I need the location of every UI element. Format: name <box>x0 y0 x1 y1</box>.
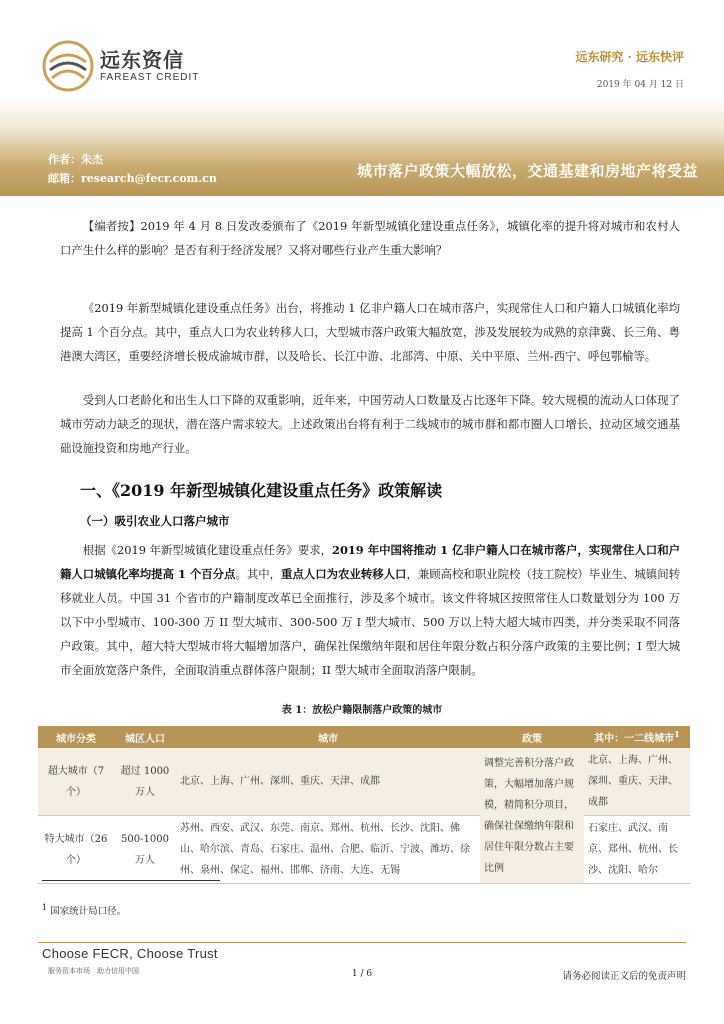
section-heading-1: 一、《2019 年新型城镇化建设重点任务》政策解读 <box>80 481 443 500</box>
p3-text-c: 。其中， <box>235 567 282 581</box>
report-headline: 城市落户政策大幅放松，交通基建和房地产将受益 <box>356 162 698 180</box>
footer-tagline: Choose FECR, Choose Trust <box>42 946 218 961</box>
author-line <box>48 151 103 167</box>
footnote-marker: 1 <box>42 903 48 912</box>
p3-text-e: ，兼顾高校和职业院校（技工院校）毕业生、城镇间转移就业人员。中国 31 个省市的户籍制度改革已全面推行，涉及多个城市。该文件将城区按照常住人口数量划分为 100 万以下中小型城市、100-300 万 II 型大城市、300-500 万 I 型大城市、500 万以上特大超大城市四类，并分类采取不同落户政策。其中，超大特大型城市将大幅增加落户，确保社保缴纳年限和居住年限分数占积分落户政策的主要比例；I 型大城市全面放宽落户条件，全面取消重点群体落户限制；II 型大城市全面取消落户限制。 <box>60 567 680 677</box>
header-city-category: 城市分类 <box>38 726 114 748</box>
footnote-divider <box>42 880 220 881</box>
paragraph-1: 《2019 年新型城镇化建设重点任务》出台，将推动 1 亿非户籍人口在城市落户，实现常住人口和户籍人口城镇化率均提高 1 个百分点。其中，重点人口为农业转移人口，大型城市落户政策大幅放宽，涉及发展较为成熟的京津冀、长三角、粤港澳大湾区，重要经济增长极成渝城市群，以及哈长、长江中游、北部湾、中原、关中平原、兰州-西宁、呼包鄂榆等。 <box>60 301 680 363</box>
logo-mark-icon <box>42 40 94 92</box>
cell-cities: 北京、上海、广州、深圳、重庆、天津、成都 <box>176 748 480 816</box>
header-population: 城区人口 <box>114 726 176 748</box>
page-number: 1 / 6 <box>351 969 373 979</box>
header-tier-cities <box>584 726 690 748</box>
brand-name-en: FAREAST CREDIT <box>100 72 200 83</box>
cell-category: 超大城市（7 个） <box>38 748 114 816</box>
cell-tier: 北京、上海、广州、深圳、重庆、天津、成都 <box>584 748 690 816</box>
policy-table <box>38 726 690 884</box>
footer-divider <box>38 942 686 943</box>
publish-date: 2019 年 04 月 12 日 <box>596 80 684 90</box>
table-header-row <box>38 726 690 748</box>
brand-name-cn: 远东资信 <box>100 48 184 72</box>
p3-text-a: 根据《2019 年新型城镇化建设重点任务》要求， <box>82 543 333 557</box>
cell-cities: 苏州、西安、武汉、东莞、南京、郑州、杭州、长沙、沈阳、佛山、哈尔滨、青岛、石家庄、温州、合肥、临沂、宁波、潍坊、徐州、泉州、保定、福州、邯郸、济南、大连、无锡 <box>176 816 480 884</box>
paragraph-2: 受到人口老龄化和出生人口下降的双重影响，近年来，中国劳动人口数量及占比逐年下降。较大规模的流动人口体现了城市劳动力缺乏的现状，潜在落户需求较大。上述政策出台将有利于二线城市的城市群和都市圈人口增长，拉动区域交通基础设施投资和房地产行业。 <box>60 393 680 455</box>
footer-subtitle: 服务资本市场 助力信用中国 <box>48 967 139 975</box>
p3-bold-d: 重点人口为农业转移人口 <box>281 567 407 581</box>
header-policy: 政策 <box>480 726 584 748</box>
table-title: 表 1：放松户籍限制落户政策的城市 <box>281 705 443 716</box>
header-cities: 城市 <box>176 726 480 748</box>
cell-policy: 调整完善积分落户政策，大幅增加落户规模，精简积分项目，确保社保缴纳年限和居住年限分数占主要比例 <box>480 748 584 884</box>
paragraph-3 <box>60 538 680 682</box>
footnote-text: 国家统计局口径。 <box>50 906 127 918</box>
table-row <box>38 816 690 884</box>
cell-population: 超过 1000 万人 <box>114 748 176 816</box>
cell-tier: 石家庄、武汉、南京、郑州、杭州、长沙、沈阳、哈尔 <box>584 816 690 884</box>
header-footnote-ref: 1 <box>674 729 680 740</box>
email-label: 邮箱： <box>48 172 81 185</box>
footnote <box>42 903 126 917</box>
editor-note: 【编者按】2019 年 4 月 8 日发改委颁布了《2019 年新型城镇化建设重点任务》，城镇化率的提升将对城市和农村人口产生什么样的影响？是否有利于经济发展？又将对哪些行业产生重大影响？ <box>60 219 680 257</box>
p3-bold-b: 2019 年中国将推动 1 亿非户籍人口在城市落户，实现常住人口和户籍人口城镇化率均提高 1 个百分点 <box>60 543 680 581</box>
brand-logo <box>42 40 222 92</box>
disclaimer-note: 请务必阅读正文后的免责声明 <box>562 971 686 982</box>
author-name: 朱杰 <box>81 153 103 166</box>
header-tier-label: 其中：一二线城市 <box>594 733 675 745</box>
cell-category: 特大城市（26 个） <box>38 816 114 884</box>
report-series: 远东研究 · 远东快评 <box>575 50 684 64</box>
table-row <box>38 748 690 816</box>
email-address[interactable]: research@fecr.com.cn <box>81 172 217 185</box>
cell-population: 500-1000 万人 <box>114 816 176 884</box>
subsection-heading-1-1: （一）吸引农业人口落户城市 <box>80 514 230 528</box>
author-label: 作者： <box>48 153 81 166</box>
email-line <box>48 170 217 186</box>
